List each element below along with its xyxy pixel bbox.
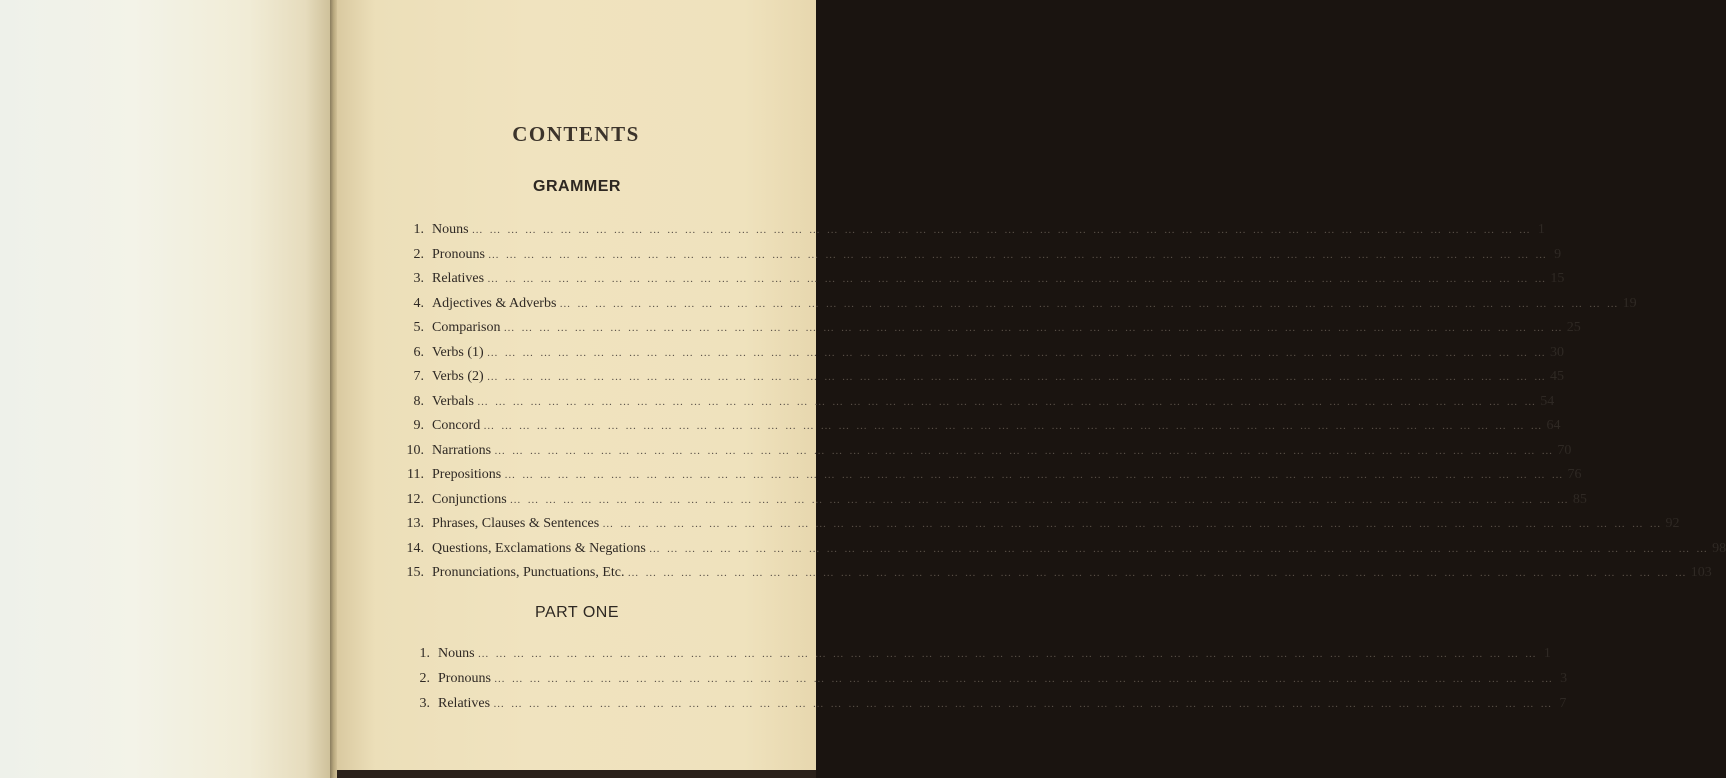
toc-entry bbox=[390, 416, 1561, 436]
toc-entry-page: 7 bbox=[1559, 696, 1567, 711]
toc-entry-number: 2. bbox=[413, 246, 424, 262]
toc-entry-number: 4. bbox=[413, 295, 424, 311]
toc-entry-number: 1. bbox=[413, 222, 424, 237]
toc-entry-number: 15. bbox=[406, 565, 424, 580]
toc-entry bbox=[390, 245, 1562, 265]
page-edge-shadow bbox=[337, 770, 816, 778]
toc-entry-number: 9. bbox=[413, 418, 424, 433]
toc-entry-number: 7. bbox=[413, 369, 424, 384]
toc-dot-leader: … … … … … … … … … … … … … … … … … … … … … … … … … … … … … … … … … … … … … … … … … … … … … … … … … … … … … … … … … … … … bbox=[503, 322, 1564, 334]
toc-entry-title: Comparison bbox=[432, 320, 501, 335]
toc-dot-leader: … … … … … … … … … … … … … … … … … … … … … … … … … … … … … … … … … … … … … … … … … … … … … … … … … … … … … … … … … … … … bbox=[493, 698, 1554, 710]
toc-entry bbox=[390, 294, 1637, 314]
toc-entry-number: 11. bbox=[407, 467, 424, 482]
section-heading-part-one: PART ONE bbox=[534, 604, 620, 621]
toc-entry-page: 1 bbox=[1543, 646, 1551, 661]
toc-entry bbox=[396, 669, 1568, 689]
toc-dot-leader: … … … … … … … … … … … … … … … … … … … … … … … … … … … … … … … … … … … … … … … … … … … … … … … … … … … … … … … … … … … … bbox=[648, 542, 1710, 555]
left-page bbox=[0, 0, 332, 778]
toc-entry-title: Narrations bbox=[432, 442, 492, 458]
toc-entry-page: 76 bbox=[1567, 467, 1582, 482]
toc-dot-leader: … … … … … … … … … … … … … … … … … … … … … … … … … … … … … … … … … … … … … … … … … … … … … … … … … … … … … … … … … … … … bbox=[483, 420, 1544, 432]
toc-entry-number: 2. bbox=[419, 671, 430, 686]
toc-entry-title: Pronouns bbox=[432, 246, 485, 262]
toc-entry-number: 3. bbox=[413, 271, 424, 286]
contents-title: CONTENTS bbox=[512, 122, 640, 146]
toc-entry bbox=[390, 539, 1726, 559]
toc-dot-leader: … … … … … … … … … … … … … … … … … … … … … … … … … … … … … … … … … … … … … … … … … … … … … … … … … … … … … … … … … … … … bbox=[486, 371, 1547, 383]
toc-dot-leader: … … … … … … … … … … … … … … … … … … … … … … … … … … … … … … … … … … … … … … … … … … … … … … … … … … … … … … … … … … … … bbox=[471, 224, 1532, 236]
toc-dot-leader: … … … … … … … … … … … … … … … … … … … … … … … … … … … … … … … … … … … … … … … … … … … … … … … … … … … … … … … … … … … … bbox=[493, 673, 1555, 685]
toc-entry-page: 30 bbox=[1549, 344, 1564, 360]
toc-entry-page: 54 bbox=[1540, 393, 1555, 409]
toc-dot-leader: … … … … … … … … … … … … … … … … … … … … … … … … … … … … … … … … … … … … … … … … … … … … … … … … … … … … … … … … … … … … bbox=[602, 518, 1663, 530]
toc-entry-page: 103 bbox=[1690, 565, 1712, 580]
toc-entry-number: 13. bbox=[406, 516, 424, 531]
toc-entry-number: 14. bbox=[406, 540, 424, 556]
toc-entry-page: 64 bbox=[1546, 418, 1561, 433]
toc-entry-title: Relatives bbox=[438, 696, 491, 711]
toc-entry-page: 92 bbox=[1665, 516, 1680, 531]
toc-entry-page: 25 bbox=[1566, 320, 1581, 335]
toc-dot-leader: … … … … … … … … … … … … … … … … … … … … … … … … … … … … … … … … … … … … … … … … … … … … … … … … … … … … … … … … … … … … bbox=[487, 248, 1549, 261]
toc-entry-number: 10. bbox=[406, 442, 424, 458]
toc-dot-leader: … … … … … … … … … … … … … … … … … … … … … … … … … … … … … … … … … … … … … … … … … … … … … … … … … … … … … … … … … … … … bbox=[627, 567, 1688, 579]
toc-entry-title: Verbals bbox=[432, 393, 474, 409]
toc-entry-title: Concord bbox=[432, 418, 481, 433]
toc-entry-number: 6. bbox=[413, 344, 424, 360]
toc-entry-page: 70 bbox=[1557, 442, 1572, 458]
toc-entry bbox=[390, 220, 1545, 240]
toc-entry-title: Adjectives & Adverbs bbox=[432, 295, 557, 311]
toc-entry-page: 45 bbox=[1549, 369, 1564, 384]
toc-entry bbox=[390, 441, 1572, 461]
toc-dot-leader: … … … … … … … … … … … … … … … … … … … … … … … … … … … … … … … … … … … … … … … … … … … … … … … … … … … … … … … … … … … … bbox=[559, 297, 1620, 310]
toc-entry bbox=[390, 490, 1587, 510]
toc-entry-page: 19 bbox=[1622, 295, 1637, 311]
toc-entry bbox=[390, 343, 1564, 363]
toc-entry-title: Relatives bbox=[432, 271, 485, 286]
toc-dot-leader: … … … … … … … … … … … … … … … … … … … … … … … … … … … … … … … … … … … … … … … … … … … … … … … … … … … … … … … … … … … … bbox=[486, 346, 1547, 359]
toc-dot-leader: … … … … … … … … … … … … … … … … … … … … … … … … … … … … … … … … … … … … … … … … … … … … … … … … … … … … … … … … … … … … bbox=[494, 444, 1555, 457]
toc-entry-title: Conjunctions bbox=[432, 491, 507, 507]
toc-entry bbox=[390, 318, 1581, 338]
toc-entry bbox=[390, 514, 1680, 534]
toc-entry bbox=[390, 367, 1564, 387]
toc-entry bbox=[396, 694, 1567, 714]
toc-entry bbox=[396, 644, 1551, 664]
toc-entry-number: 8. bbox=[413, 393, 424, 409]
toc-entry-number: 5. bbox=[413, 320, 424, 335]
toc-entry-page: 3 bbox=[1560, 671, 1568, 686]
toc-entry-title: Questions, Exclamations & Negations bbox=[432, 540, 646, 556]
toc-dot-leader: … … … … … … … … … … … … … … … … … … … … … … … … … … … … … … … … … … … … … … … … … … … … … … … … … … … … … … … … … … … … bbox=[504, 469, 1565, 481]
toc-dot-leader: … … … … … … … … … … … … … … … … … … … … … … … … … … … … … … … … … … … … … … … … … … … … … … … … … … … … … … … … … … … … bbox=[477, 648, 1538, 660]
toc-entry bbox=[390, 465, 1582, 485]
section-heading-grammer: GRAMMER bbox=[533, 178, 621, 195]
toc-entry-title: Phrases, Clauses & Sentences bbox=[432, 516, 600, 531]
toc-entry-page: 15 bbox=[1550, 271, 1565, 286]
toc-dot-leader: … … … … … … … … … … … … … … … … … … … … … … … … … … … … … … … … … … … … … … … … … … … … … … … … … … … … … … … … … … … … bbox=[477, 395, 1538, 408]
toc-entry bbox=[390, 269, 1565, 289]
toc-entry-title: Nouns bbox=[432, 222, 469, 237]
toc-entry-number: 3. bbox=[419, 696, 430, 711]
toc-entry-page: 98 bbox=[1712, 540, 1726, 556]
toc-entry bbox=[390, 563, 1712, 583]
toc-entry-title: Nouns bbox=[438, 646, 475, 661]
toc-entry-title: Pronouns bbox=[438, 671, 491, 686]
toc-entry-title: Pronunciations, Punctuations, Etc. bbox=[432, 565, 625, 580]
toc-entry-page: 85 bbox=[1572, 491, 1587, 507]
toc-entry-title: Prepositions bbox=[432, 467, 502, 482]
toc-entry-page: 9 bbox=[1554, 246, 1562, 262]
toc-dot-leader: … … … … … … … … … … … … … … … … … … … … … … … … … … … … … … … … … … … … … … … … … … … … … … … … … … … … … … … … … … … … bbox=[509, 493, 1570, 506]
toc-entry-title: Verbs (2) bbox=[432, 369, 484, 384]
toc-entry-page: 1 bbox=[1537, 222, 1545, 237]
toc-entry-number: 1. bbox=[419, 646, 430, 661]
toc-entry-number: 12. bbox=[406, 491, 424, 507]
toc-dot-leader: … … … … … … … … … … … … … … … … … … … … … … … … … … … … … … … … … … … … … … … … … … … … … … … … … … … … … … … … … … … … bbox=[487, 273, 1548, 285]
toc-entry bbox=[390, 392, 1555, 412]
toc-entry-title: Verbs (1) bbox=[432, 344, 484, 360]
